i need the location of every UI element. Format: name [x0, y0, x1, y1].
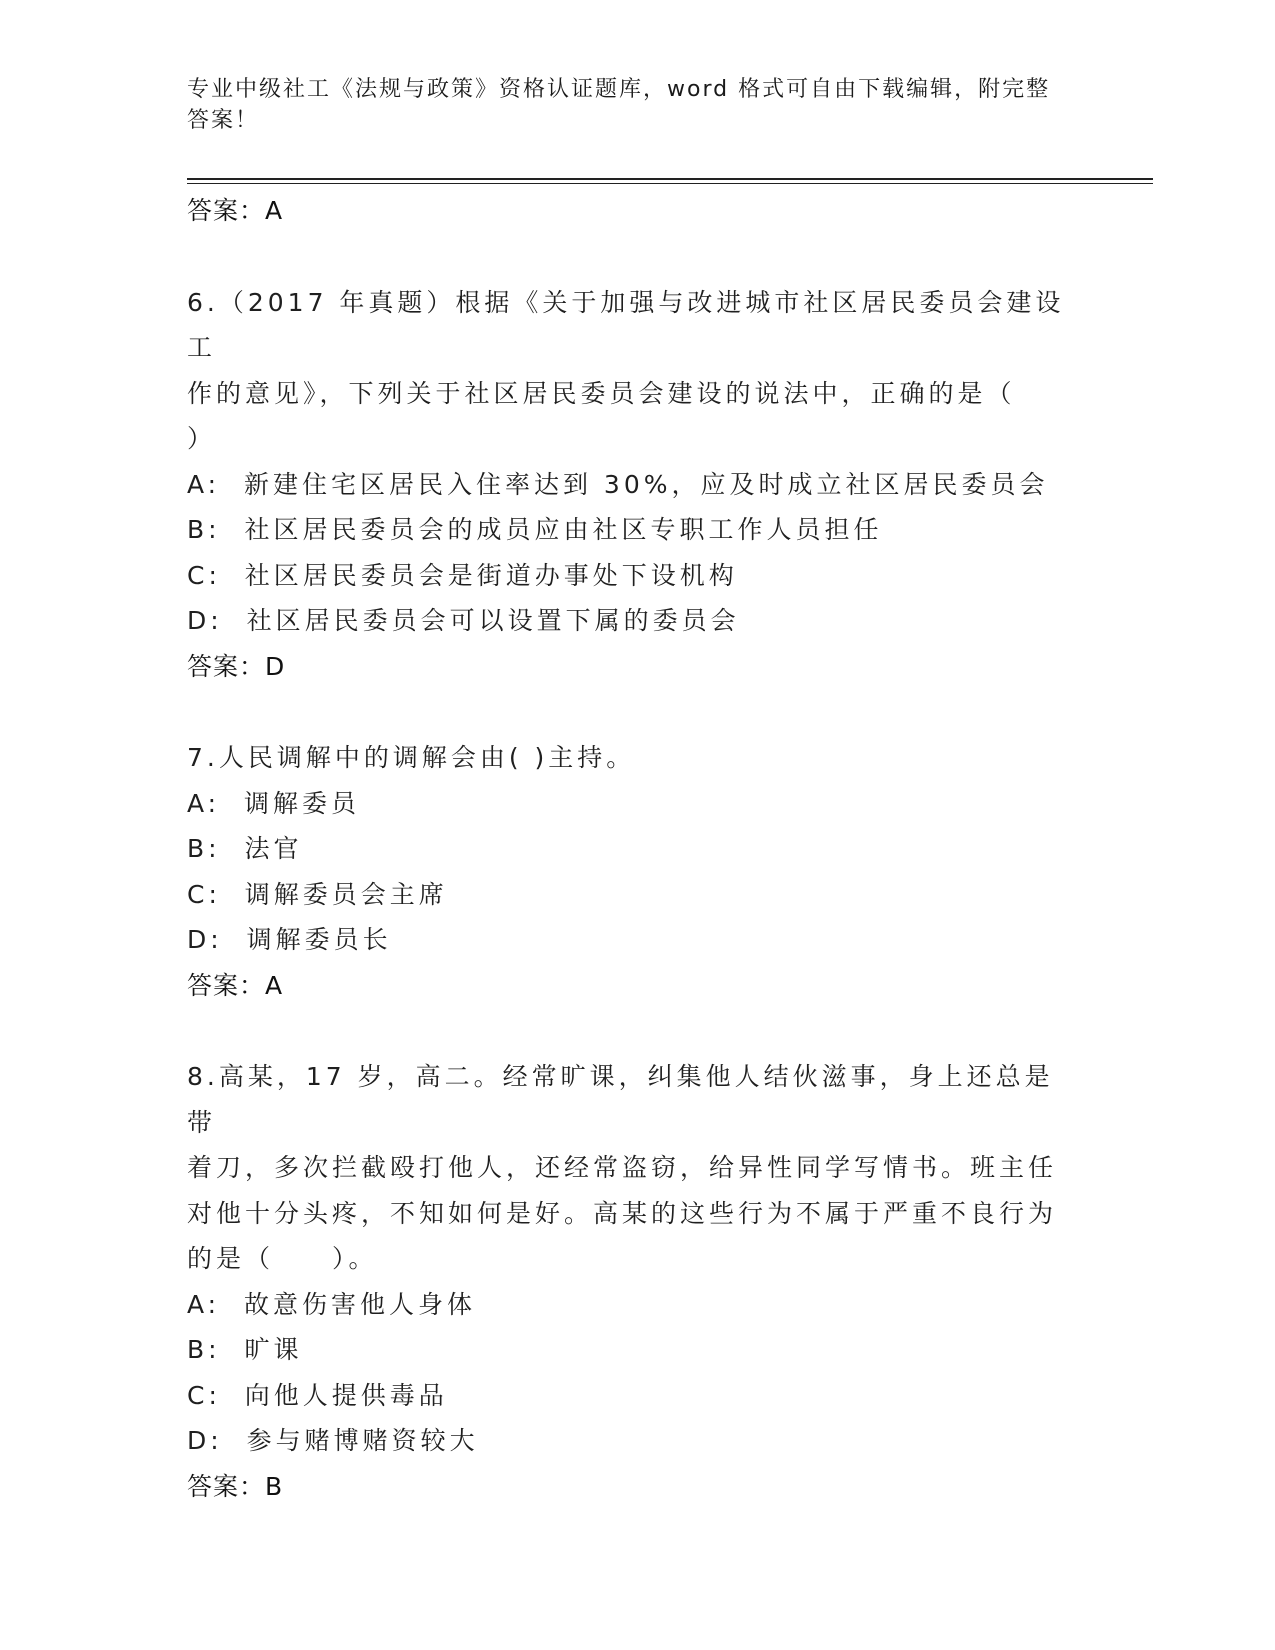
question-stem: 7.人民调解中的调解会由( )主持。: [187, 743, 636, 772]
option-d: D: 参与赌博赌资较大: [187, 1426, 479, 1455]
question-stem: 作的意见》，下列关于社区居民委员会建设的说法中，正确的是（: [187, 378, 1016, 408]
question-block: [187, 735, 1067, 1008]
question-stem: 6.（2017 年真题）根据《关于加强与改进城市社区居民委员会建设工: [187, 287, 1065, 362]
question-stem: 的是（ ）。: [187, 1244, 378, 1273]
question-stem: ）: [187, 424, 217, 453]
option-c: C: 调解委员会主席: [187, 879, 448, 909]
header-divider-thin: [187, 183, 1153, 184]
document-header: 专业中级社工《法规与政策》资格认证题库，word 格式可自由下载编辑，附完整答案！: [187, 77, 1051, 133]
answer-line: 答案：A: [187, 196, 284, 225]
option-a: A: 调解委员: [187, 788, 360, 818]
spacer: [187, 234, 1067, 280]
option-d: D: 社区居民委员会可以设置下属的委员会: [187, 606, 740, 635]
option-a: A: 新建住宅区居民入住率达到 30%，应及时成立社区居民委员会: [187, 469, 1049, 499]
question-list: [187, 188, 1067, 1509]
option-d: D: 调解委员长: [187, 925, 392, 954]
option-c: C: 向他人提供毒品: [187, 1380, 448, 1410]
header-divider-thick: [187, 178, 1153, 180]
option-b: B: 旷课: [187, 1335, 303, 1364]
option-c: C: 社区居民委员会是街道办事处下设机构: [187, 560, 738, 590]
question-block: [187, 280, 1067, 690]
question-stem: 着刀，多次拦截殴打他人，还经常盗窃，给异性同学写情书。班主任: [187, 1153, 1058, 1182]
answer-line: 答案：B: [187, 1471, 284, 1501]
spacer: [187, 1008, 1067, 1054]
spacer: [187, 689, 1067, 735]
question-stem: 8.高某，17 岁，高二。经常旷课，纠集他人结伙滋事，身上还总是带: [187, 1062, 1054, 1137]
answer-line: 答案：A: [187, 970, 284, 1000]
option-a: A: 故意伤害他人身体: [187, 1289, 476, 1319]
question-block: [187, 1054, 1067, 1509]
answer-line: 答案：D: [187, 651, 286, 681]
question-stem: 对他十分头疼，不知如何是好。高某的这些行为不属于严重不良行为: [187, 1198, 1058, 1228]
option-b: B: 社区居民委员会的成员应由社区专职工作人员担任: [187, 515, 883, 544]
option-b: B: 法官: [187, 834, 303, 863]
